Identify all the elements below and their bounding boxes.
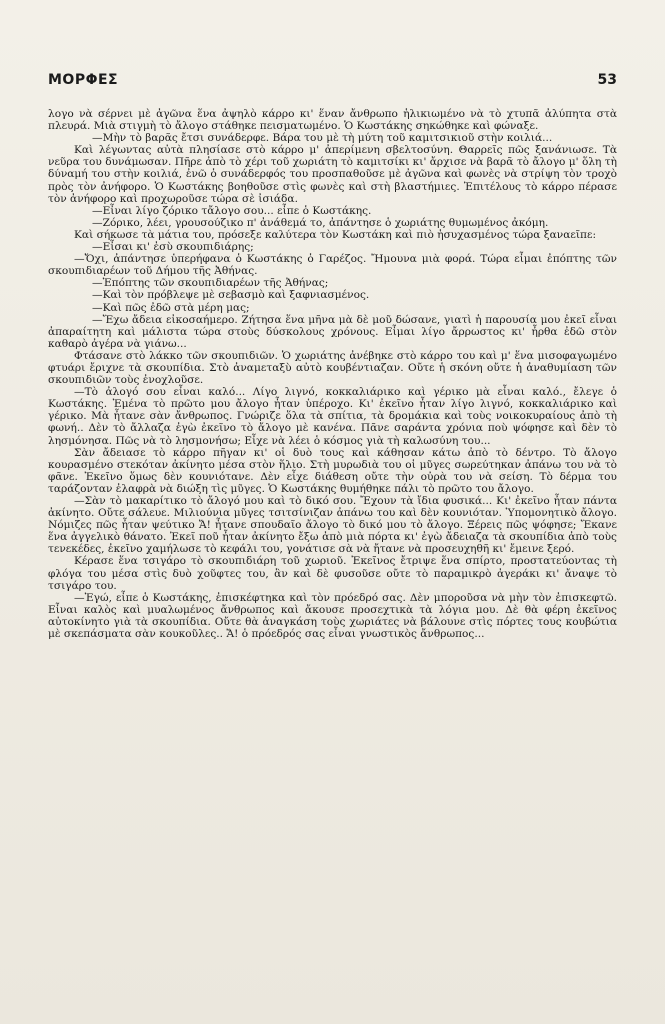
paragraph: —Τὸ ἀλογό σου εἶναι καλό... Λίγο λιγνό, κοκκαλιάρικο καὶ γέρικο μὰ εἶναι καλό., ἔλεγε ὁ Κωστάκης. Ἐμένα τὸ πρῶτο μου ἄλογο ἦταν ὑπέροχο. Κι' ἐκεῖνο ἦταν λίγο λιγνό, κοκκαλιάρικο καὶ γέρικο. Μὰ ἦτανε σὰν ἄνθρωπος. Γνώριζε ὅλα τὰ σπίτια, τὰ δρομάκια καὶ τοὺς νοικοκυραίους ἀπὸ τὴ φωνή.. Δὲν τὸ ἄλλαζα ἐγὼ ἐκεῖνο τὸ ἄλογο μὲ κανένα. Πᾶνε σαράντα χρόνια ποὺ ψόφησε καὶ δὲν τὸ λησμόνησα. Πῶς νὰ τὸ λησμονήσω; Εἶχε νὰ λέει ὁ κόσμος γιὰ τὴ καλωσύνη του... <box>48 386 617 447</box>
paragraph: —Ἔχω ἄδεια εἰκοσαήμερο. Ζήτησα ἕνα μῆνα μὰ δὲ μοῦ δώσανε, γιατὶ ἡ παρουσία μου ἐκεῖ εἶναι ἀπαραίτητη καὶ μάλιστα τώρα στοὺς δύσκολους χρόνους. Εἶμαι λίγο ἄρρωστος κι' ἦρθα ἐδῶ στὸν καθαρὸ ἀγέρα νὰ γιάνω... <box>48 313 617 350</box>
page-header <box>48 72 617 92</box>
running-head: ΜΟΡΦΕΣ <box>48 72 119 88</box>
paragraph: Σὰν ἄδειασε τὸ κάρρο πῆγαν κι' οἱ δυὸ τους καὶ κάθησαν κάτω ἀπὸ τὸ δέντρο. Τὸ ἄλογο κουρασμένο στεκόταν ἀκίνητο μέσα στὸν ἥλιο. Στὴ μυρωδιὰ του οἱ μῦγες σωρεύτηκαν ἀπάνω του νὰ τὸ φᾶνε. Ἐκεῖνο ὅμως δὲν κουνιότανε. Δὲν εἶχε διάθεση οὔτε τὴν οὐρὰ του νὰ σείση. Τὸ δέρμα του ταράζονταν ἐλαφρὰ νὰ διώξη τὶς μῦγες. Ὁ Κωστάκης θυμήθηκε πάλι τὸ πρῶτο του ἄλογο. <box>48 446 617 495</box>
paragraph: —Μὴν τὸ βαρᾶς ἔτσι συνάδερφε. Βάρα του μὲ τὴ μύτη τοῦ καμιτσικιοῦ στὴν κοιλιά... <box>92 132 553 145</box>
paragraph: Καὶ λέγωντας αὐτὰ πλησίασε στὸ κάρρο μ' ἀπερίμενη σβελτοσύνη. Θαρρεῖς πῶς ξανάνιωσε. Τὰ νεῦρα του δυνάμωσαν. Πῆρε ἀπὸ τὸ χέρι τοῦ χωριάτη τὸ καμιτσίκι κι' ἄρχισε νὰ βαρᾶ τὸ ἄλογο μ' ὅλη τὴ δύναμή του στὴν κοιλιά, ἐνῶ ὁ συνάδερφός του προσπαθοῦσε μὲ ἀγῶνα καὶ φωνὲς νὰ στρίψη τὸν τροχὸ πρὸς τὸν ἀνήφορο. Ὁ Κωστάκης βοηθοῦσε στὶς φωνὲς καὶ στὴ βλαστήμιες. Ἐπιτέλους τὸ κάρρο πέρασε τὸν ἀνήφορο καὶ προχωροῦσε τώρα σὲ ἰσιάδα. <box>48 144 617 205</box>
paragraph: —Καὶ πῶς ἐδῶ στὰ μέρη μας; <box>92 301 250 314</box>
page-number: 53 <box>597 72 617 88</box>
body-text <box>48 108 617 640</box>
paragraph: —Εἶναι λίγο ζόρικο τἄλογο σου... εἶπε ὁ Κωστάκης. <box>92 204 372 217</box>
paragraph: —Σὰν τὸ μακαρίτικο τὸ ἄλογό μου καὶ τὸ δικό σου. Ἔχουν τὰ ἴδια φυσικά... Κι' ἐκεῖνο ἦταν πάντα ἀκίνητο. Οὔτε σάλευε. Μιλιούνια μῦγες τσιτσίνιζαν ἀπάνω του καὶ δὲν κουνιόταν. Ὑπομονητικὸ ἄλογο. Νόμιζες πῶς ἦταν ψεύτικο Ἄ! ἦτανε σπουδαῖο ἄλογο τὸ δικό μου τὸ ἄλογο. Ξέρεις πῶς ψόφησε; Ἔκανε ἕνα ἀγγελικὸ θάνατο. Ἐκεῖ ποῦ ἦταν ἀκίνητο ἔξω ἀπὸ μιὰ πόρτα κι' ἐγὼ ἄδειαζα τὰ σκουπίδια ἀπὸ τοὺς τενεκέδες, ἐκεῖνο χαμήλωσε τὸ κεφάλι του, γονάτισε σὰ νὰ ἤτανε νὰ προσευχηθῆ κι' ἔμεινε ξερό. <box>48 495 617 556</box>
paragraph: —Ἐπόπτης τῶν σκουπιδιαρέων τῆς Ἀθήνας; <box>92 277 329 290</box>
paragraph: λογο νὰ σέρνει μὲ ἀγῶνα ἕνα ἀψηλὸ κάρρο κι' ἕναν ἄνθρωπο ἡλικιωμένο νὰ τὸ χτυπᾶ ἀλύπητα στὰ πλευρά. Μιὰ στιγμὴ τὸ ἄλογο στάθηκε πεισματωμένο. Ὁ Κωστάκης σηκώθηκε καὶ φώναξε. <box>48 108 617 133</box>
paragraph: —Εἶσαι κι' ἐσὺ σκουπιδιάρης; <box>92 241 254 254</box>
paragraph: Καὶ σήκωσε τὰ μάτια του, πρόσεξε καλύτερα τὸν Κωστάκη καὶ πιὸ ἡσυχασμένος τώρα ξαναεῖπε: <box>74 228 597 241</box>
paragraph: —Ζόρικο, λέει, γρουσούζικο π' ἀνάθεμά το, ἀπάντησε ὁ χωριάτης θυμωμένος ἀκόμη. <box>92 216 549 229</box>
paragraph: —Ὄχι, ἀπάντησε ὑπερήφανα ὁ Κωστάκης ὁ Γαρέζος. Ἤμουνα μιὰ φορά. Τώρα εἶμαι ἐπόπτης τῶν σκουπιδιαρέων τοῦ Δήμου τῆς Ἀθήνας. <box>48 253 617 278</box>
paragraph: —Καὶ τὸν πρόβλεψε μὲ σεβασμὸ καὶ ξαφνιασμένος. <box>92 289 370 302</box>
paragraph: Κέρασε ἕνα τσιγάρο τὸ σκουπιδιάρη τοῦ χωριοῦ. Ἐκεῖνος ἔτριψε ἕνα σπίρτο, προστατεύοντας τὴ φλόγα του μέσα στὶς δυὸ χοῦφτες του, ἂν καὶ δὲ φυσοῦσε οὔτε τὸ παραμικρὸ ἀγεράκι κι' ἄναψε τὸ τσιγάρο του. <box>48 555 617 592</box>
paragraph: Φτάσανε στὸ λάκκο τῶν σκουπιδιῶν. Ὁ χωριάτης ἀνέβηκε στὸ κάρρο του καὶ μ' ἕνα μισοφαγωμένο φτυάρι ἔριχνε τὰ σκουπίδια. Στὸ ἀναμεταξὺ αὐτὸ κουβέντιαζαν. Οὔτε ἡ σκόνη οὔτε ἡ ἀναθυμίαση τῶν σκουπιδιῶν τοὺς ἐνοχλοῦσε. <box>48 349 617 387</box>
paragraph: —Ἐγώ, εἶπε ὁ Κωστάκης, ἐπισκέφτηκα καὶ τὸν πρόεδρό σας. Δὲν μποροῦσα νὰ μὴν τὸν ἐπισκεφτῶ. Εἶναι καλὸς καὶ μυαλωμένος ἄνθρωπος καὶ ἄκουσε προσεχτικὰ τὰ λόγια μου. Δὲ θὰ φέρη ἐκεῖνος αὐτοκίνητο γιὰ τὰ σκουπίδια. Οὔτε θὰ ἀναγκάση τοὺς χωριάτες νὰ βάλουνε στὶς πόρτες τους κουβώτια μὲ σκεπάσματα σὰν κουκοῦλες.. Ἄ! ὁ πρόεδρός σας εἶναι γνωστικὸς ἄνθρωπος... <box>48 591 617 641</box>
